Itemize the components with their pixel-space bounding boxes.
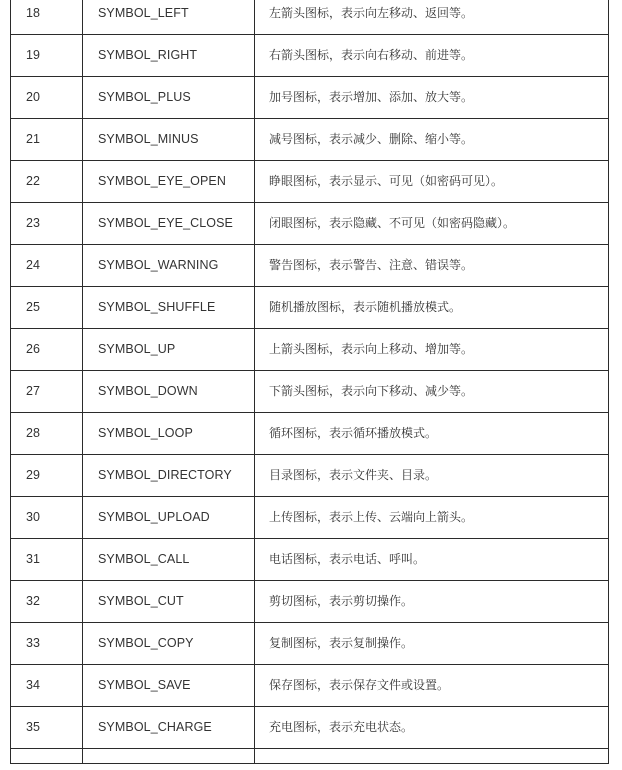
row-number: 27 (11, 371, 83, 413)
row-number: 34 (11, 665, 83, 707)
symbol-name: SYMBOL_EYE_CLOSE (83, 203, 255, 245)
symbol-description: 下箭头图标，表示向下移动、减少等。 (255, 371, 609, 413)
symbol-description: 闭眼图标，表示隐藏、不可见（如密码隐藏）。 (255, 203, 609, 245)
table-row (11, 287, 609, 329)
table-row (11, 119, 609, 161)
symbol-description: 上传图标，表示上传、云端向上箭头。 (255, 497, 609, 539)
symbol-table-body (11, 0, 609, 764)
symbol-name: SYMBOL_DOWN (83, 371, 255, 413)
symbol-name: SYMBOL_DIRECTORY (83, 455, 255, 497)
symbol-name: SYMBOL_UPLOAD (83, 497, 255, 539)
symbol-description: 加号图标，表示增加、添加、放大等。 (255, 77, 609, 119)
symbol-name: SYMBOL_LEFT (83, 0, 255, 35)
row-number: 24 (11, 245, 83, 287)
empty-cell (83, 749, 255, 764)
symbol-description: 循环图标，表示循环播放模式。 (255, 413, 609, 455)
symbol-name: SYMBOL_CHARGE (83, 707, 255, 749)
table-row (11, 77, 609, 119)
table-row (11, 371, 609, 413)
symbol-description: 睁眼图标，表示显示、可见（如密码可见）。 (255, 161, 609, 203)
symbol-name: SYMBOL_PLUS (83, 77, 255, 119)
row-number: 28 (11, 413, 83, 455)
row-number: 26 (11, 329, 83, 371)
symbol-name: SYMBOL_UP (83, 329, 255, 371)
empty-cell (11, 749, 83, 764)
row-number: 18 (11, 0, 83, 35)
table-row (11, 455, 609, 497)
table-row (11, 161, 609, 203)
symbol-description: 右箭头图标，表示向右移动、前进等。 (255, 35, 609, 77)
row-number: 19 (11, 35, 83, 77)
symbol-description: 剪切图标，表示剪切操作。 (255, 581, 609, 623)
row-number: 22 (11, 161, 83, 203)
symbol-name: SYMBOL_SAVE (83, 665, 255, 707)
table-row (11, 665, 609, 707)
symbol-description: 复制图标，表示复制操作。 (255, 623, 609, 665)
row-number: 35 (11, 707, 83, 749)
table-row (11, 539, 609, 581)
row-number: 21 (11, 119, 83, 161)
table-row (11, 329, 609, 371)
symbol-description: 随机播放图标，表示随机播放模式。 (255, 287, 609, 329)
table-row (11, 413, 609, 455)
empty-cell (255, 749, 609, 764)
symbol-name: SYMBOL_LOOP (83, 413, 255, 455)
table-row-partial (11, 749, 609, 764)
symbol-name: SYMBOL_WARNING (83, 245, 255, 287)
symbol-description: 充电图标，表示充电状态。 (255, 707, 609, 749)
symbol-description: 目录图标，表示文件夹、目录。 (255, 455, 609, 497)
symbol-name: SYMBOL_CUT (83, 581, 255, 623)
symbol-name: SYMBOL_MINUS (83, 119, 255, 161)
table-row (11, 497, 609, 539)
symbol-name: SYMBOL_EYE_OPEN (83, 161, 255, 203)
symbol-description: 左箭头图标，表示向左移动、返回等。 (255, 0, 609, 35)
row-number: 30 (11, 497, 83, 539)
row-number: 23 (11, 203, 83, 245)
symbol-description: 上箭头图标，表示向上移动、增加等。 (255, 329, 609, 371)
table-row (11, 707, 609, 749)
table-row (11, 0, 609, 35)
row-number: 25 (11, 287, 83, 329)
symbol-description: 保存图标，表示保存文件或设置。 (255, 665, 609, 707)
row-number: 33 (11, 623, 83, 665)
row-number: 20 (11, 77, 83, 119)
table-row (11, 581, 609, 623)
symbol-description: 警告图标，表示警告、注意、错误等。 (255, 245, 609, 287)
symbol-table-container (10, 0, 608, 764)
symbol-name: SYMBOL_RIGHT (83, 35, 255, 77)
symbol-table (10, 0, 609, 764)
table-row (11, 245, 609, 287)
symbol-description: 减号图标，表示减少、删除、缩小等。 (255, 119, 609, 161)
table-row (11, 203, 609, 245)
table-row (11, 35, 609, 77)
symbol-name: SYMBOL_CALL (83, 539, 255, 581)
row-number: 29 (11, 455, 83, 497)
row-number: 32 (11, 581, 83, 623)
symbol-description: 电话图标，表示电话、呼叫。 (255, 539, 609, 581)
row-number: 31 (11, 539, 83, 581)
table-row (11, 623, 609, 665)
symbol-name: SYMBOL_COPY (83, 623, 255, 665)
symbol-name: SYMBOL_SHUFFLE (83, 287, 255, 329)
